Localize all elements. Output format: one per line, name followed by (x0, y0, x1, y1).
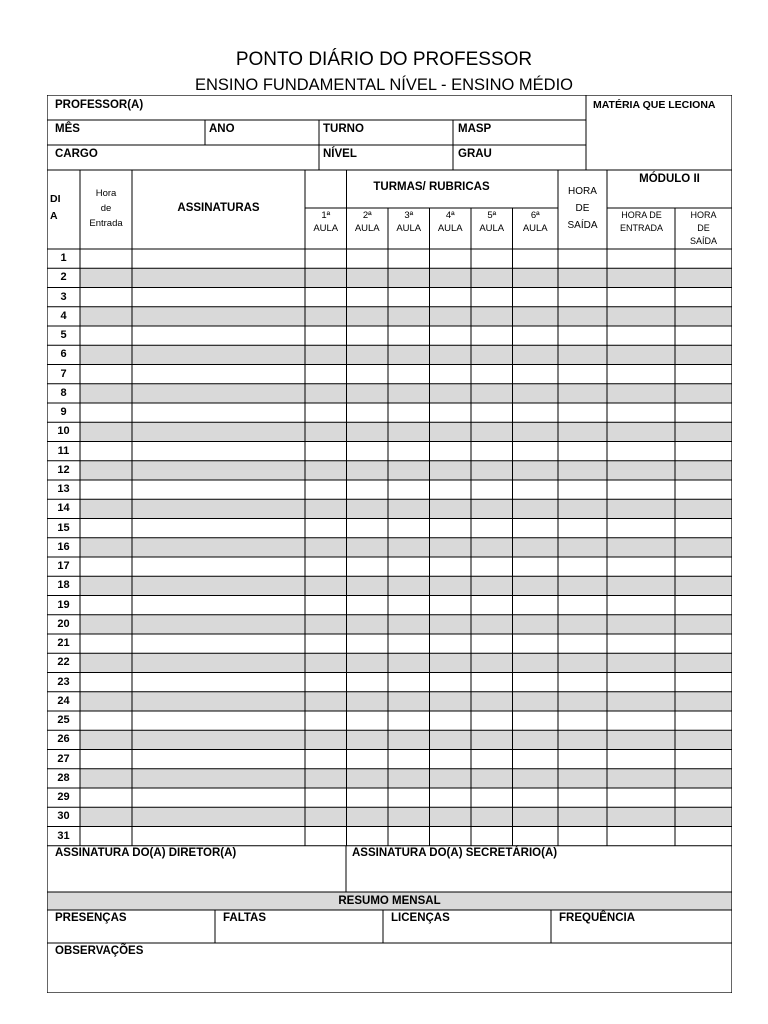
frequencia-field[interactable]: FREQUÊNCIA (559, 912, 636, 924)
day-number: 21 (57, 637, 70, 649)
shaded-row (80, 422, 732, 441)
shaded-row (80, 307, 732, 326)
shaded-row (80, 692, 732, 711)
aula-header-1: 1ª AULA (313, 210, 339, 234)
day-number: 9 (60, 406, 67, 418)
day-number: 4 (60, 309, 67, 322)
day-number: 6 (60, 348, 67, 361)
shaded-row (80, 807, 732, 826)
shaded-row (80, 345, 732, 364)
day-number: 15 (57, 521, 70, 534)
assinatura-diretor-field[interactable]: ASSINATURA DO(A) DIRETOR(A) (55, 847, 237, 859)
day-number: 22 (57, 656, 70, 669)
dia-header: DI A (50, 193, 61, 222)
aula-header-6: 6ª AULA (522, 210, 548, 234)
day-number: 7 (60, 367, 67, 380)
day-number: 16 (57, 540, 70, 553)
day-number: 30 (57, 810, 70, 823)
ano-field[interactable]: ANO (209, 123, 235, 135)
aula-header-4: 4ª AULA (437, 210, 463, 234)
observacoes-field[interactable]: OBSERVAÇÕES (55, 945, 144, 957)
grau-field[interactable]: GRAU (458, 148, 492, 160)
day-number: 28 (57, 771, 70, 784)
shaded-row (80, 268, 732, 287)
day-number: 2 (60, 271, 67, 284)
day-number: 25 (57, 714, 70, 726)
turno-field[interactable]: TURNO (323, 123, 364, 135)
day-number: 17 (57, 560, 70, 572)
day-number: 14 (57, 502, 70, 515)
day-number: 31 (57, 829, 70, 842)
modulo-hora-saida-header: HORA DE SAÍDA (689, 210, 717, 246)
resumo-mensal-header: RESUMO MENSAL (338, 895, 441, 907)
presencas-field[interactable]: PRESENÇAS (55, 912, 127, 924)
shaded-row (80, 615, 732, 634)
aula-header-5: 5ª AULA (479, 210, 505, 234)
day-number: 10 (57, 425, 70, 438)
masp-field[interactable]: MASP (458, 123, 492, 135)
hora-saida-header: HORA DE SAÍDA (567, 186, 598, 231)
shaded-row (80, 730, 732, 749)
day-number: 24 (57, 694, 70, 707)
nivel-field[interactable]: NÍVEL (323, 148, 357, 160)
shaded-row (80, 769, 732, 788)
day-number: 29 (57, 791, 70, 803)
cargo-field[interactable]: CARGO (55, 148, 98, 160)
day-number: 20 (57, 617, 70, 630)
faltas-field[interactable]: FALTAS (223, 912, 267, 924)
mes-field[interactable]: MÊS (55, 123, 80, 135)
shaded-row (80, 384, 732, 403)
shaded-row (80, 499, 732, 518)
aula-header-3: 3ª AULA (396, 210, 422, 234)
assinaturas-header: ASSINATURAS (177, 202, 260, 214)
shaded-row (80, 538, 732, 557)
day-number: 26 (57, 733, 70, 746)
attendance-sheet (47, 95, 732, 993)
day-number: 8 (60, 386, 67, 399)
licencas-field[interactable]: LICENÇAS (391, 912, 450, 924)
shaded-row (80, 461, 732, 480)
materia-field[interactable]: MATÉRIA QUE LECIONA (593, 99, 716, 111)
turmas-rubricas-header: TURMAS/ RUBRICAS (373, 181, 490, 193)
day-number: 12 (57, 463, 70, 476)
modulo-hora-entrada-header: HORA DE ENTRADA (619, 210, 663, 233)
shaded-row (80, 653, 732, 672)
day-number: 3 (60, 290, 67, 303)
day-number: 27 (57, 752, 70, 765)
day-number: 13 (57, 483, 70, 495)
professor-field[interactable]: PROFESSOR(A) (55, 99, 144, 111)
aula-header-2: 2ª AULA (354, 210, 380, 234)
day-number: 11 (57, 444, 70, 457)
day-number: 1 (60, 252, 67, 264)
day-number: 19 (57, 598, 70, 611)
shaded-row (80, 576, 732, 595)
day-number: 23 (57, 675, 70, 688)
page-subtitle: ENSINO FUNDAMENTAL NÍVEL - ENSINO MÉDIO (194, 76, 574, 94)
day-number: 5 (60, 329, 67, 341)
assinatura-secretario-field[interactable]: ASSINATURA DO(A) SECRETÁRIO(A) (352, 847, 558, 859)
hora-entrada-header: Hora de Entrada (89, 188, 123, 229)
day-number: 18 (57, 579, 70, 592)
modulo-ii-header: MÓDULO II (639, 173, 700, 185)
page-title: PONTO DIÁRIO DO PROFESSOR (235, 49, 533, 70)
